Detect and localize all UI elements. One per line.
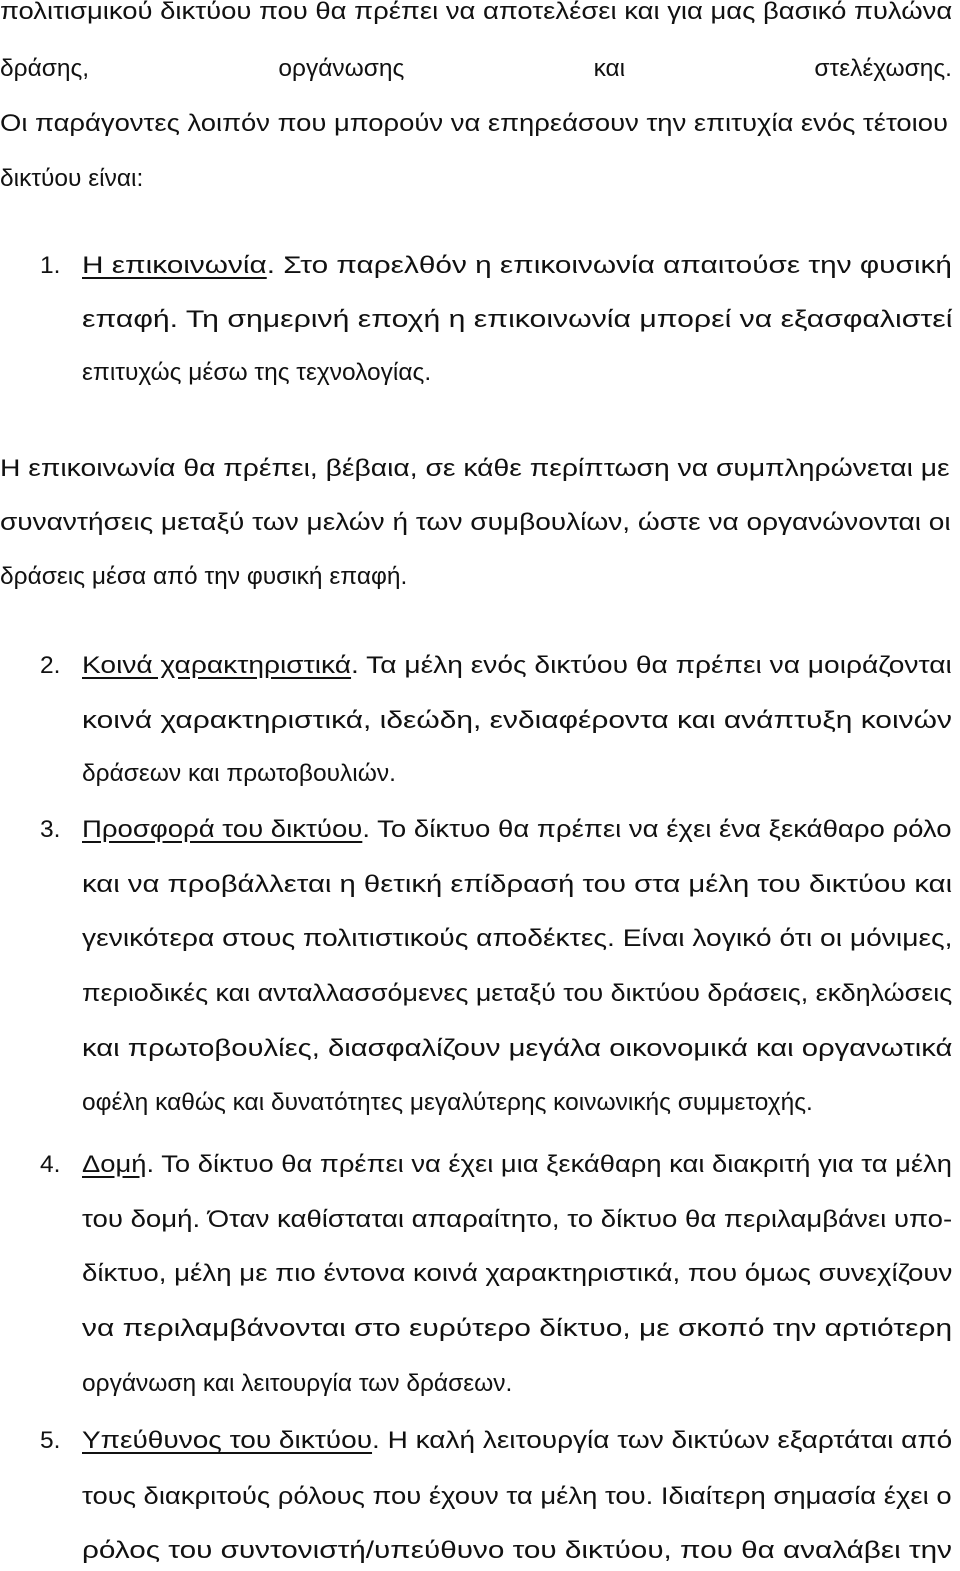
- intro-line-1: πολιτισμικού δικτύου που θα πρέπει να αποτελέσει και για μας βασικό πυλώνα: [0, 0, 953, 25]
- item-4-line-5: οργάνωση και λειτουργία των δράσεων.: [82, 1370, 513, 1397]
- item-text: . Η καλή λειτουργία των δικτύων εξαρτάται από: [372, 1427, 953, 1454]
- item-3-line-1: [82, 815, 952, 845]
- item-text: . Το δίκτυο θα πρέπει να έχει ένα ξεκάθαρο ρόλο: [362, 816, 952, 843]
- intro-line-2: [0, 54, 952, 84]
- item-text: . Το δίκτυο θα πρέπει να έχει μια ξεκάθαρη και διακριτή για τα μέλη: [146, 1151, 952, 1178]
- intro-word: στελέχωσης.: [814, 55, 952, 82]
- item-1-line-3: επιτυχώς μέσω της τεχνολογίας.: [82, 359, 432, 386]
- item-title: Κοινά χαρακτηριστικά: [82, 652, 352, 679]
- item-text: . Τα μέλη ενός δικτύου θα πρέπει να μοιράζονται: [351, 652, 952, 679]
- item-5-line-1: [82, 1426, 952, 1456]
- item-2-line-2: κοινά χαρακτηριστικά, ιδεώδη, ενδιαφέροντα και ανάπτυξη κοινών: [82, 707, 952, 734]
- item-5-line-3: ρόλος του συντονιστή/υπεύθυνο του δικτύου, που θα αναλάβει την: [82, 1537, 952, 1564]
- item-3-line-4: περιοδικές και ανταλλασσόμενες μεταξύ του δικτύου δράσεις, εκδηλώσεις: [82, 980, 953, 1007]
- item-1-line-1: [82, 251, 952, 281]
- item-4-line-1: [82, 1150, 952, 1180]
- item-4-line-4: να περιλαμβάνονται στο ευρύτερο δίκτυο, με σκοπό την αρτιότερη: [82, 1315, 953, 1342]
- item-5-line-2: τους διακριτούς ρόλους που έχουν τα μέλη του. Ιδιαίτερη σημασία έχει ο: [82, 1483, 952, 1510]
- intro-line-4: δικτύου είναι:: [0, 165, 144, 192]
- intro-word: δράσης,: [0, 55, 90, 82]
- note-line-2: συναντήσεις μεταξύ των μελών ή των συμβουλίων, ώστε να οργανώνονται οι: [0, 509, 951, 536]
- item-3-line-2: και να προβάλλεται η θετική επίδρασή του στα μέλη του δικτύου και: [82, 871, 953, 898]
- list-number: 1.: [40, 252, 61, 279]
- list-number: 3.: [40, 816, 61, 843]
- item-2-line-1: [82, 651, 952, 681]
- item-3-line-5: και πρωτοβουλίες, διασφαλίζουν μεγάλα οικονομικά και οργανωτικά: [82, 1035, 953, 1062]
- item-3-line-3: γενικότερα στους πολιτιστικούς αποδέκτες. Είναι λογικό ότι οι μόνιμες,: [82, 925, 953, 952]
- item-3-line-6: οφέλη καθώς και δυνατότητες μεγαλύτερης κοινωνικής συμμετοχής.: [82, 1089, 813, 1116]
- list-number: 5.: [40, 1427, 61, 1454]
- item-title: Προσφορά του δικτύου: [82, 816, 363, 843]
- intro-word: οργάνωσης: [278, 55, 405, 82]
- intro-word: και: [593, 55, 626, 82]
- item-text: . Στο παρελθόν η επικοινωνία απαιτούσε την φυσική: [266, 252, 952, 279]
- item-title: Υπεύθυνος του δικτύου: [82, 1427, 373, 1454]
- list-number: 4.: [40, 1151, 61, 1178]
- item-title: Η επικοινωνία: [82, 252, 267, 279]
- note-line-3: δράσεις μέσα από την φυσική επαφή.: [0, 563, 408, 590]
- item-title: Δομή: [82, 1151, 147, 1178]
- intro-line-3: Οι παράγοντες λοιπόν που μπορούν να επηρεάσουν την επιτυχία ενός τέτοιου: [0, 110, 949, 137]
- item-4-line-2: του δομή. Όταν καθίσταται απαραίτητο, το δίκτυο θα περιλαμβάνει υπο-: [82, 1206, 953, 1233]
- note-line-1: Η επικοινωνία θα πρέπει, βέβαια, σε κάθε περίπτωση να συμπληρώνεται με: [0, 455, 950, 482]
- item-1-line-2: επαφή. Τη σημερινή εποχή η επικοινωνία μπορεί να εξασφαλιστεί: [82, 306, 953, 333]
- item-2-line-3: δράσεων και πρωτοβουλιών.: [82, 760, 396, 787]
- item-4-line-3: δίκτυο, μέλη με πιο έντονα κοινά χαρακτηριστικά, που όμως συνεχίζουν: [82, 1260, 953, 1287]
- list-number: 2.: [40, 652, 61, 679]
